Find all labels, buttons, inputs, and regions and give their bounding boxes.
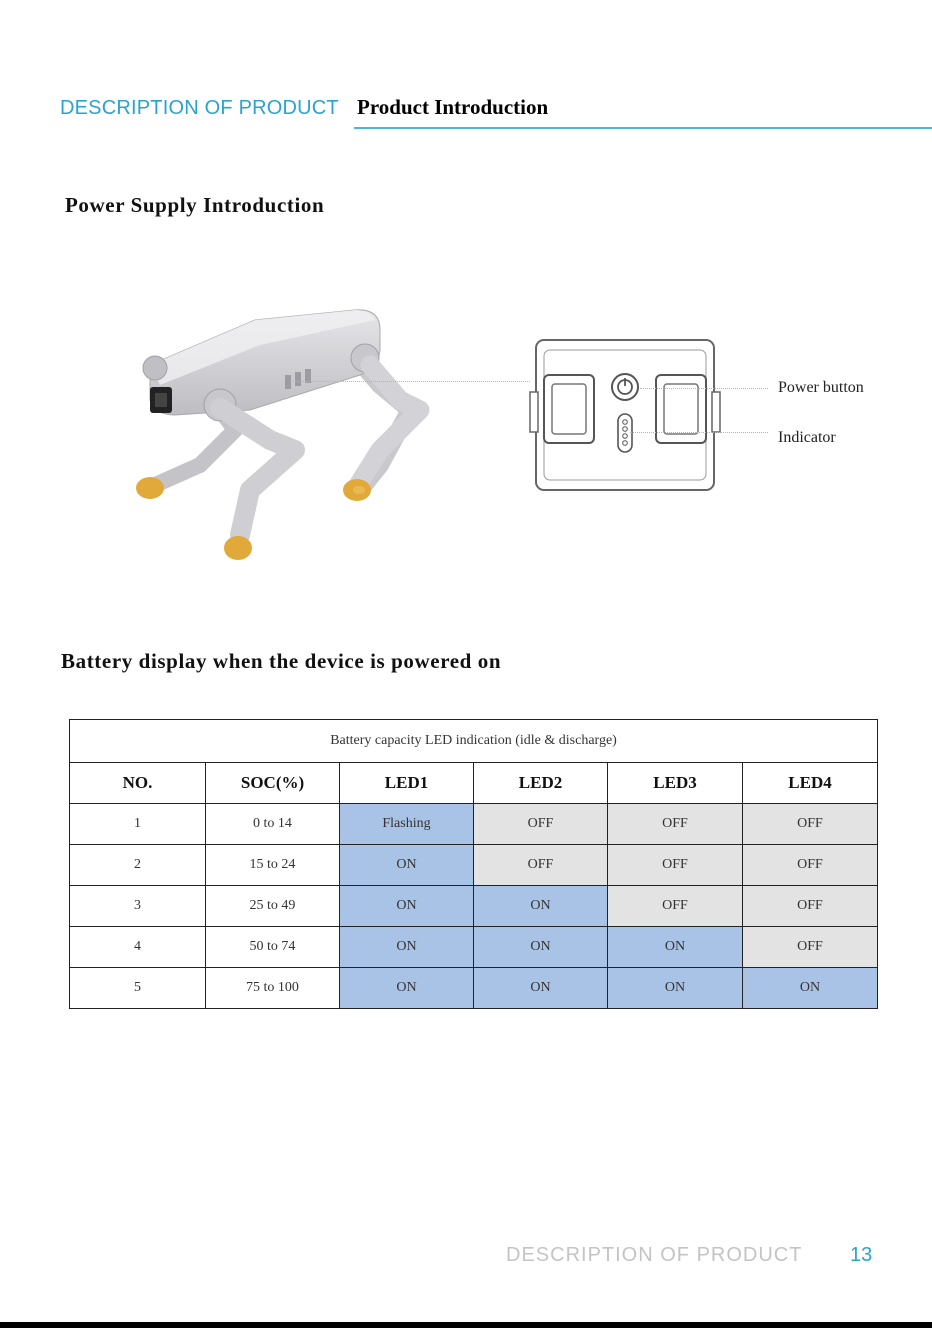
soc-cell: 75 to 100	[206, 968, 340, 1009]
row-number-cell: 5	[70, 968, 206, 1009]
power-panel-diagram	[528, 330, 728, 500]
column-header-no: NO.	[70, 763, 206, 804]
robot-dog-image	[80, 290, 450, 580]
led-state-cell: ON	[608, 927, 743, 968]
soc-cell: 25 to 49	[206, 886, 340, 927]
table-caption: Battery capacity LED indication (idle & discharge)	[70, 720, 878, 763]
column-header-led3: LED3	[608, 763, 743, 804]
table-row	[70, 845, 878, 886]
led-state-cell: Flashing	[340, 804, 474, 845]
row-number-cell: 2	[70, 845, 206, 886]
header-section-label: DESCRIPTION OF PRODUCT	[60, 97, 339, 119]
led-state-cell: ON	[474, 886, 608, 927]
soc-cell: 50 to 74	[206, 927, 340, 968]
bottom-rule	[0, 1322, 932, 1328]
table-row	[70, 968, 878, 1009]
power-button-leader-line	[640, 388, 768, 389]
led-state-cell: ON	[743, 968, 878, 1009]
row-number-cell: 1	[70, 804, 206, 845]
led-state-cell: ON	[474, 968, 608, 1009]
table-row	[70, 804, 878, 845]
column-header-led4: LED4	[743, 763, 878, 804]
power-button-icon	[612, 374, 638, 400]
led-state-cell: OFF	[743, 804, 878, 845]
battery-display-heading: Battery display when the device is powered on	[61, 649, 502, 673]
led-state-cell: OFF	[474, 845, 608, 886]
column-header-led1: LED1	[340, 763, 474, 804]
column-header-soc: SOC(%)	[206, 763, 340, 804]
led-state-cell: OFF	[743, 845, 878, 886]
led-state-cell: OFF	[608, 886, 743, 927]
column-header-led2: LED2	[474, 763, 608, 804]
led-state-cell: ON	[340, 845, 474, 886]
power-supply-heading: Power Supply Introduction	[65, 193, 325, 217]
led-state-cell: OFF	[608, 804, 743, 845]
led-state-cell: ON	[340, 886, 474, 927]
row-number-cell: 4	[70, 927, 206, 968]
led-state-cell: OFF	[743, 927, 878, 968]
power-button-callout: Power button	[778, 379, 864, 396]
led-state-cell: ON	[474, 927, 608, 968]
led-state-cell: ON	[340, 927, 474, 968]
led-state-cell: ON	[608, 968, 743, 1009]
table-row	[70, 927, 878, 968]
indicator-led-icon	[618, 414, 632, 452]
indicator-leader-line	[630, 432, 768, 433]
indicator-callout: Indicator	[778, 429, 836, 446]
led-state-cell: OFF	[608, 845, 743, 886]
table-row	[70, 886, 878, 927]
robot-panel-leader-line	[290, 381, 530, 382]
battery-led-table	[69, 719, 878, 1009]
page-title: Product Introduction	[357, 95, 549, 119]
led-state-cell: OFF	[474, 804, 608, 845]
header-divider	[354, 127, 932, 129]
row-number-cell: 3	[70, 886, 206, 927]
led-state-cell: ON	[340, 968, 474, 1009]
soc-cell: 15 to 24	[206, 845, 340, 886]
footer-section-label: DESCRIPTION OF PRODUCT	[506, 1244, 803, 1266]
soc-cell: 0 to 14	[206, 804, 340, 845]
page-number: 13	[850, 1244, 873, 1266]
led-state-cell: OFF	[743, 886, 878, 927]
table-header-row	[70, 763, 878, 804]
